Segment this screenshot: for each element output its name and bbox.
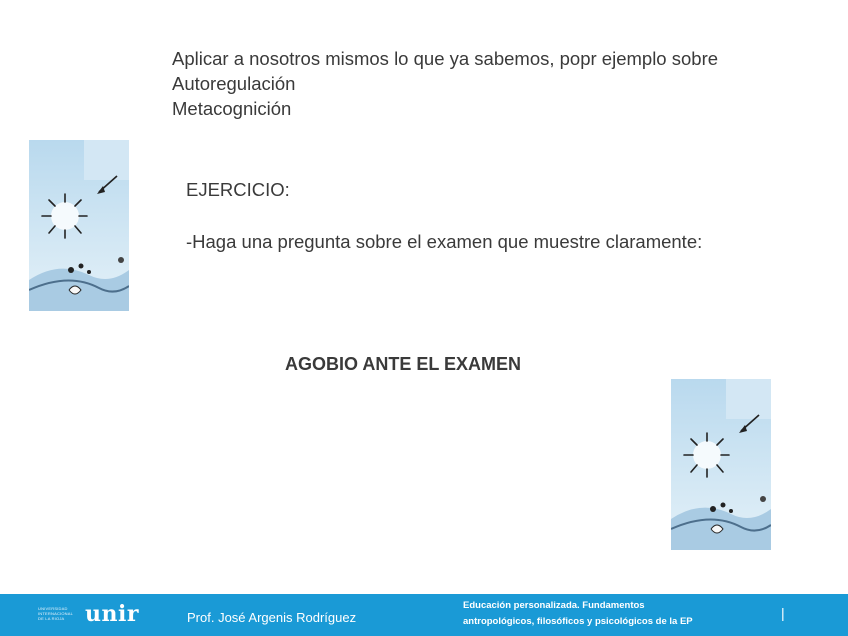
sparkle-illustration-top-left (29, 140, 129, 311)
page-number: | (781, 605, 785, 621)
intro-line-2: Autoregulación (172, 73, 296, 94)
university-name-small (38, 606, 73, 621)
intro-line-3: Metacognición (172, 98, 292, 119)
sparkle-flower-icon (671, 379, 771, 550)
logo-small-line-1: UNIVERSIDAD (38, 606, 68, 611)
exercise-label: EJERCICIO: (186, 179, 290, 200)
logo-small-line-3: DE LA RIOJA (38, 616, 65, 621)
logo-small-line-2: INTERNACIONAL (38, 611, 74, 616)
sparkle-flower-icon (29, 140, 129, 311)
course-title-line-2: antropológicos, filosóficos y psicológicos de la EP (463, 616, 693, 627)
intro-text (172, 46, 718, 121)
author-name: Prof. José Argenis Rodríguez (187, 610, 357, 625)
unir-logo: unir (85, 601, 139, 627)
sparkle-illustration-bottom-right (671, 379, 771, 550)
course-title (463, 598, 693, 630)
footer-bar (0, 594, 848, 636)
exercise-prompt: -Haga una pregunta sobre el examen que muestre claramente: (186, 231, 703, 252)
course-title-line-1: Educación personalizada. Fundamentos (463, 600, 645, 611)
intro-line-1: Aplicar a nosotros mismos lo que ya sabemos, popr ejemplo sobre (172, 48, 719, 69)
exercise-heading: AGOBIO ANTE EL EXAMEN (285, 354, 522, 374)
